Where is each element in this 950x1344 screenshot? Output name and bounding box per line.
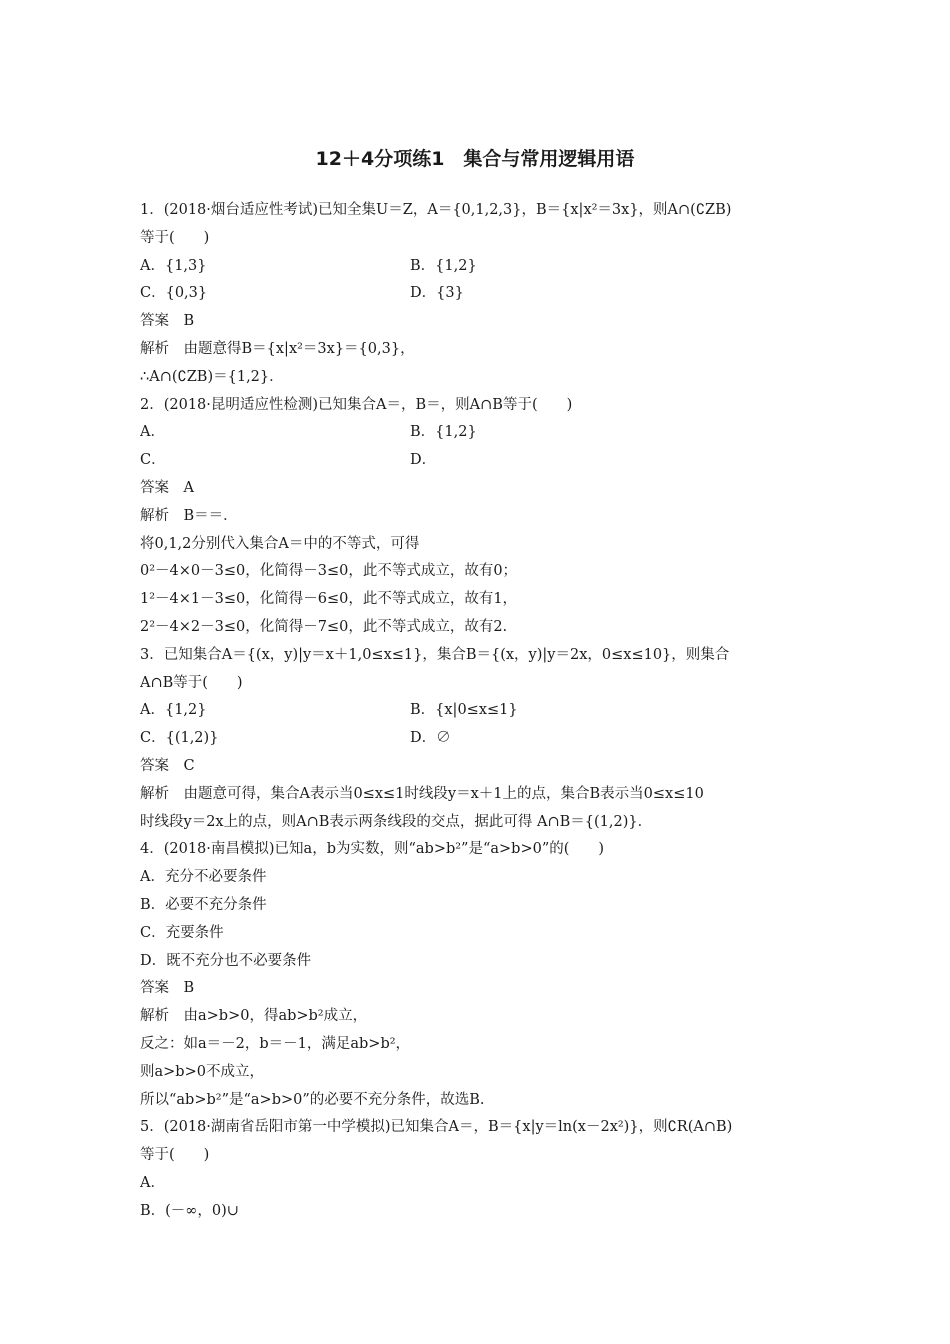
text-line: 答案 B [140,980,195,997]
text-line: 解析 由题意可得，集合A表示当0≤x≤1时线段y＝x＋1上的点，集合B表示当0≤x≤10 [140,785,704,802]
text-line: 解析 由题意得B＝{x|x²＝3x}＝{0,3}， [140,340,415,357]
text-line: 等于( ) [140,229,210,246]
option-text: A． [140,424,165,441]
page-title: 12＋4分项练1 集合与常用逻辑用语 [315,148,635,170]
option-text: A．{1,3} [140,257,207,274]
option-text: B．{1,2} [410,424,477,441]
option-row [140,725,820,753]
text-line: B．(－∞，0)∪ [140,1202,239,1219]
document-body [140,197,820,1225]
text-line: A．充分不必要条件 [140,869,267,886]
option-text: D．∅ [410,730,451,747]
text-line: 1²－4×1－3≤0，化简得－6≤0，此不等式成立，故有1， [140,591,518,608]
text-line: 0²－4×0－3≤0，化简得－3≤0，此不等式成立，故有0； [140,563,518,580]
text-line: D．既不充分也不必要条件 [140,952,312,969]
text-line: 解析 由a>b>0，得ab>b²成立， [140,1008,368,1025]
text-line: 2²－4×2－3≤0，化简得－7≤0，此不等式成立，故有2. [140,618,508,635]
text-line: 将0,1,2分别代入集合A＝中的不等式，可得 [140,535,420,552]
text-line: 4．(2018·南昌模拟)已知a，b为实数，则“ab>b²”是“a>b>0”的( ) [140,841,605,858]
text-line: 答案 B [140,313,195,330]
text-line: 5．(2018·湖南省岳阳市第一中学模拟)已知集合A＝，B＝{x|y＝ln(x－2x²)}，则∁R(A∩B) [140,1119,733,1136]
text-line: 所以“ab>b²”是“a>b>0”的必要不充分条件，故选B. [140,1091,485,1108]
text-line: A∩B等于( ) [140,674,243,691]
option-row [140,280,820,308]
text-line: 解析 B＝＝． [140,507,238,524]
option-text: C．{(1,2)} [140,730,219,747]
text-line: 2．(2018·昆明适应性检测)已知集合A＝，B＝，则A∩B等于( ) [140,396,573,413]
text-line: 时线段y＝2x上的点，则A∩B表示两条线段的交点，据此可得 A∩B＝{(1,2)}． [140,813,653,830]
option-row [140,697,820,725]
text-line: 1．(2018·烟台适应性考试)已知全集U＝Z，A＝{0,1,2,3}，B＝{x|x²＝3x}，则A∩(∁ZB) [140,202,732,218]
text-line: 答案 A [140,479,194,496]
option-text: D．{3} [410,285,464,302]
option-row [140,253,820,281]
option-row [140,419,820,447]
option-text: A．{1,2} [140,702,207,719]
option-text: B．{1,2} [410,257,477,274]
option-text: C．{0,3} [140,285,208,302]
text-line: ∴A∩(∁ZB)＝{1,2}． [140,368,284,385]
text-line: A． [140,1174,165,1191]
text-line: 答案 C [140,757,195,774]
option-text: C． [140,452,166,469]
text-line: 等于( ) [140,1147,210,1164]
text-line: B．必要不充分条件 [140,896,267,913]
option-text: D． [410,452,437,469]
option-row [140,447,820,475]
text-line: C．充要条件 [140,924,224,941]
text-line: 则a>b>0不成立， [140,1063,264,1080]
text-line: 3．已知集合A＝{(x，y)|y＝x＋1,0≤x≤1}，集合B＝{(x，y)|y＝2x，0≤x≤10}，则集合 [140,646,730,663]
option-text: B．{x|0≤x≤1} [410,702,518,719]
text-line: 反之：如a＝－2，b＝－1，满足ab>b²， [140,1035,411,1052]
